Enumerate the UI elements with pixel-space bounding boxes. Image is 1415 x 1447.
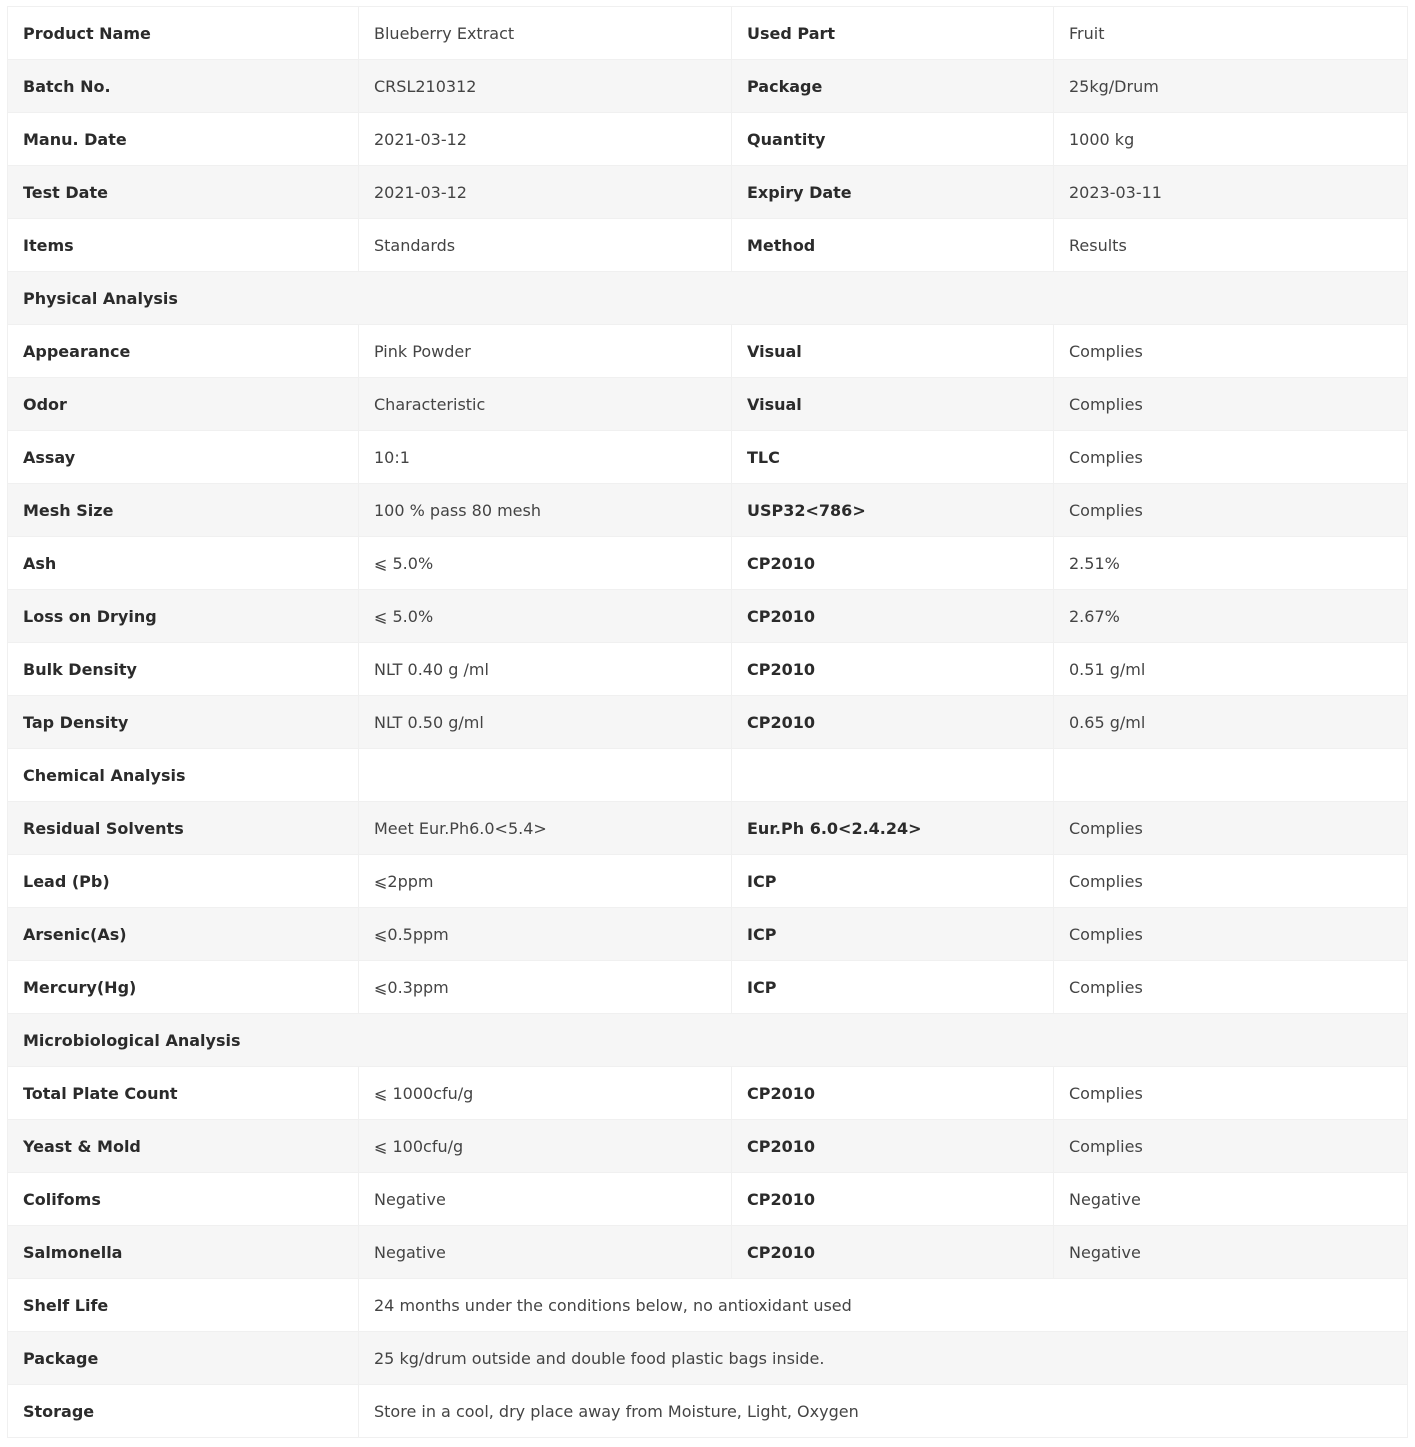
table-row bbox=[8, 1173, 1408, 1226]
table-row bbox=[8, 378, 1408, 431]
method-cell: CP2010 bbox=[732, 643, 1054, 696]
method-cell: ICP bbox=[732, 908, 1054, 961]
method-cell: CP2010 bbox=[732, 1067, 1054, 1120]
row-label: Package bbox=[8, 1332, 359, 1385]
standard-cell: Pink Powder bbox=[359, 325, 732, 378]
table-row bbox=[8, 7, 1408, 60]
standard-cell bbox=[359, 749, 732, 802]
method-cell: Expiry Date bbox=[732, 166, 1054, 219]
row-label: Test Date bbox=[8, 166, 359, 219]
standard-cell: Standards bbox=[359, 219, 732, 272]
table-row bbox=[8, 696, 1408, 749]
coa-table-wrapper bbox=[7, 6, 1407, 1438]
method-cell: ICP bbox=[732, 855, 1054, 908]
row-label: Tap Density bbox=[8, 696, 359, 749]
wide-value-cell: 25 kg/drum outside and double food plastic bags inside. bbox=[359, 1332, 1408, 1385]
method-cell: Visual bbox=[732, 378, 1054, 431]
row-label: Product Name bbox=[8, 7, 359, 60]
result-cell: Negative bbox=[1054, 1226, 1408, 1279]
standard-cell: ⩽ 1000cfu/g bbox=[359, 1067, 732, 1120]
row-label: Appearance bbox=[8, 325, 359, 378]
table-row bbox=[8, 484, 1408, 537]
certificate-of-analysis-table bbox=[7, 6, 1408, 1438]
standard-cell: 100 % pass 80 mesh bbox=[359, 484, 732, 537]
row-label: Arsenic(As) bbox=[8, 908, 359, 961]
result-cell: 0.51 g/ml bbox=[1054, 643, 1408, 696]
standard-cell: ⩽0.3ppm bbox=[359, 961, 732, 1014]
method-cell: Method bbox=[732, 219, 1054, 272]
row-label: Colifoms bbox=[8, 1173, 359, 1226]
row-label: Lead (Pb) bbox=[8, 855, 359, 908]
standard-cell: Blueberry Extract bbox=[359, 7, 732, 60]
method-cell: CP2010 bbox=[732, 1120, 1054, 1173]
table-row bbox=[8, 219, 1408, 272]
row-label: Chemical Analysis bbox=[8, 749, 359, 802]
row-label: Salmonella bbox=[8, 1226, 359, 1279]
method-cell: USP32<786> bbox=[732, 484, 1054, 537]
standard-cell: Characteristic bbox=[359, 378, 732, 431]
standard-cell: 2021-03-12 bbox=[359, 113, 732, 166]
row-label: Odor bbox=[8, 378, 359, 431]
section-title: Microbiological Analysis bbox=[8, 1014, 1408, 1067]
result-cell: 2.67% bbox=[1054, 590, 1408, 643]
table-row bbox=[8, 325, 1408, 378]
table-row bbox=[8, 1226, 1408, 1279]
row-label: Mesh Size bbox=[8, 484, 359, 537]
standard-cell: NLT 0.50 g/ml bbox=[359, 696, 732, 749]
standard-cell: ⩽ 100cfu/g bbox=[359, 1120, 732, 1173]
table-row bbox=[8, 1385, 1408, 1438]
method-cell: Package bbox=[732, 60, 1054, 113]
wide-value-cell: 24 months under the conditions below, no antioxidant used bbox=[359, 1279, 1408, 1332]
row-label: Ash bbox=[8, 537, 359, 590]
table-row bbox=[8, 961, 1408, 1014]
result-cell: 2023-03-11 bbox=[1054, 166, 1408, 219]
method-cell: CP2010 bbox=[732, 1226, 1054, 1279]
table-row bbox=[8, 749, 1408, 802]
table-row bbox=[8, 802, 1408, 855]
method-cell: CP2010 bbox=[732, 590, 1054, 643]
result-cell: Complies bbox=[1054, 908, 1408, 961]
table-row bbox=[8, 1067, 1408, 1120]
method-cell: Visual bbox=[732, 325, 1054, 378]
table-row bbox=[8, 1120, 1408, 1173]
standard-cell: ⩽2ppm bbox=[359, 855, 732, 908]
standard-cell: Negative bbox=[359, 1173, 732, 1226]
standard-cell: 2021-03-12 bbox=[359, 166, 732, 219]
table-row bbox=[8, 537, 1408, 590]
row-label: Assay bbox=[8, 431, 359, 484]
method-cell: ICP bbox=[732, 961, 1054, 1014]
result-cell: Complies bbox=[1054, 961, 1408, 1014]
result-cell: Complies bbox=[1054, 802, 1408, 855]
result-cell bbox=[1054, 749, 1408, 802]
standard-cell: CRSL210312 bbox=[359, 60, 732, 113]
method-cell: Eur.Ph 6.0<2.4.24> bbox=[732, 802, 1054, 855]
result-cell: 25kg/Drum bbox=[1054, 60, 1408, 113]
row-label: Bulk Density bbox=[8, 643, 359, 696]
section-title: Physical Analysis bbox=[8, 272, 1408, 325]
method-cell: Used Part bbox=[732, 7, 1054, 60]
method-cell: Quantity bbox=[732, 113, 1054, 166]
standard-cell: Negative bbox=[359, 1226, 732, 1279]
method-cell: CP2010 bbox=[732, 1173, 1054, 1226]
result-cell: Complies bbox=[1054, 1120, 1408, 1173]
table-row bbox=[8, 643, 1408, 696]
result-cell: Complies bbox=[1054, 855, 1408, 908]
table-body bbox=[8, 7, 1408, 1438]
row-label: Yeast & Mold bbox=[8, 1120, 359, 1173]
row-label: Manu. Date bbox=[8, 113, 359, 166]
method-cell: CP2010 bbox=[732, 696, 1054, 749]
section-header-row bbox=[8, 272, 1408, 325]
method-cell: TLC bbox=[732, 431, 1054, 484]
result-cell: Complies bbox=[1054, 431, 1408, 484]
result-cell: 1000 kg bbox=[1054, 113, 1408, 166]
standard-cell: ⩽ 5.0% bbox=[359, 537, 732, 590]
standard-cell: 10:1 bbox=[359, 431, 732, 484]
row-label: Loss on Drying bbox=[8, 590, 359, 643]
result-cell: Negative bbox=[1054, 1173, 1408, 1226]
table-row bbox=[8, 113, 1408, 166]
result-cell: Complies bbox=[1054, 325, 1408, 378]
result-cell: 0.65 g/ml bbox=[1054, 696, 1408, 749]
table-row bbox=[8, 1279, 1408, 1332]
row-label: Batch No. bbox=[8, 60, 359, 113]
standard-cell: ⩽0.5ppm bbox=[359, 908, 732, 961]
row-label: Storage bbox=[8, 1385, 359, 1438]
table-row bbox=[8, 431, 1408, 484]
standard-cell: Meet Eur.Ph6.0<5.4> bbox=[359, 802, 732, 855]
result-cell: Complies bbox=[1054, 378, 1408, 431]
table-row bbox=[8, 1332, 1408, 1385]
result-cell: Results bbox=[1054, 219, 1408, 272]
result-cell: Fruit bbox=[1054, 7, 1408, 60]
method-cell: CP2010 bbox=[732, 537, 1054, 590]
result-cell: 2.51% bbox=[1054, 537, 1408, 590]
method-cell bbox=[732, 749, 1054, 802]
result-cell: Complies bbox=[1054, 484, 1408, 537]
table-row bbox=[8, 166, 1408, 219]
row-label: Residual Solvents bbox=[8, 802, 359, 855]
row-label: Items bbox=[8, 219, 359, 272]
row-label: Mercury(Hg) bbox=[8, 961, 359, 1014]
table-row bbox=[8, 855, 1408, 908]
section-header-row bbox=[8, 1014, 1408, 1067]
row-label: Total Plate Count bbox=[8, 1067, 359, 1120]
standard-cell: ⩽ 5.0% bbox=[359, 590, 732, 643]
row-label: Shelf Life bbox=[8, 1279, 359, 1332]
table-row bbox=[8, 908, 1408, 961]
table-row bbox=[8, 60, 1408, 113]
standard-cell: NLT 0.40 g /ml bbox=[359, 643, 732, 696]
table-row bbox=[8, 590, 1408, 643]
result-cell: Complies bbox=[1054, 1067, 1408, 1120]
wide-value-cell: Store in a cool, dry place away from Moisture, Light, Oxygen bbox=[359, 1385, 1408, 1438]
